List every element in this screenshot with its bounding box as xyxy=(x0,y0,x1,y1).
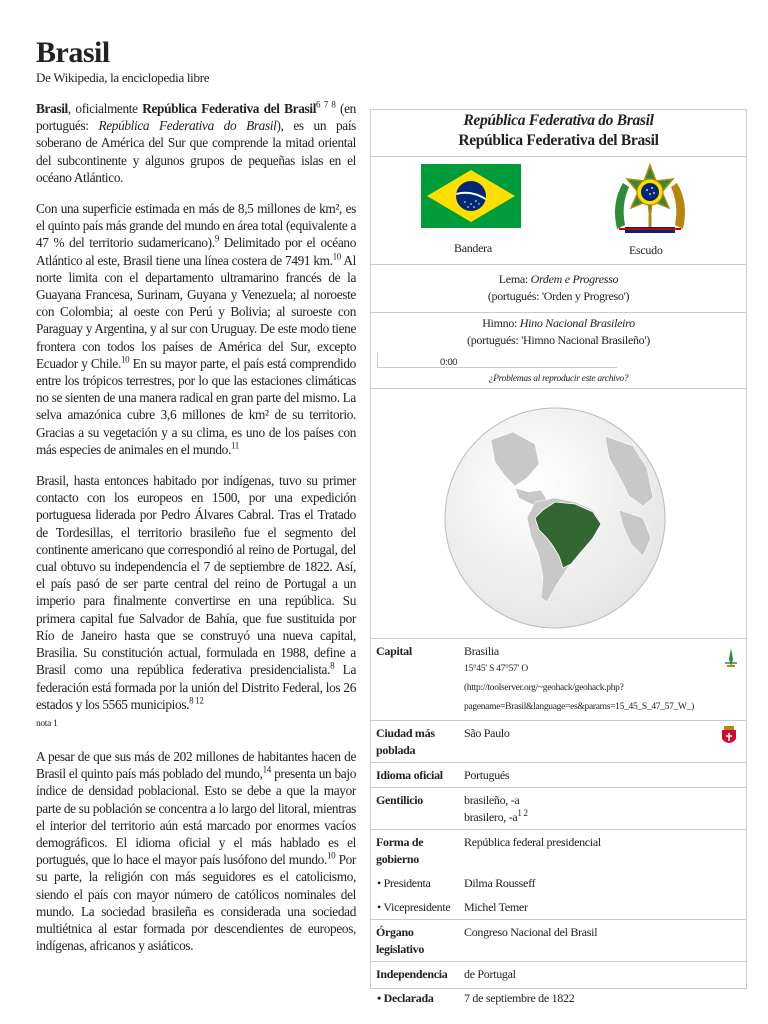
player-time: 0:00 xyxy=(440,357,458,368)
paragraph-geography: Con una superficie estimada en más de 8,5 millones de km², es el quinto país más grande del mundo en área total (equivalente a 47 % del territorio sudamericano).$^9$ Delimitado por el océano Atlántico al este, Brasil tiene una línea costera de 7491 km.$^{10}$ Al norte limita con el departamento ultramarino francés de la Guayana Francesa, Surinam, Guyana y Venezuela; al noroeste con Colombia; al oeste con Perú y Bolivia; al suroeste con Paraguay y Argentina, y al sur con Uruguay. De este modo tiene frontera con todos los países de América del Sur, excepto Ecuador y Chile.$^{10}$ En su mayor parte, el país está comprendido entre los trópicos terrestres, por lo que las estaciones climáticas no se sienten de una manera radical en gran parte del mismo. La selva amazónica cubre 3,6 millones de km² de su territorio. Gracias a su vegetación y a su clima, es uno de los países con más especies de animales en el mundo.$^{11}$ xyxy=(36,201,356,457)
row-largest-city: Ciudad más poblada São Paulo xyxy=(371,721,746,763)
ref-link[interactable]: 8 xyxy=(330,660,335,671)
president-link[interactable]: Dilma Rousseff xyxy=(464,876,536,890)
coat-caption[interactable]: Escudo xyxy=(629,243,663,257)
row-declared: • Declarada 7 de septiembre de 1822 xyxy=(371,986,746,1010)
ref-link[interactable]: 1 2 xyxy=(517,808,528,818)
sao-paulo-coat-icon xyxy=(720,725,738,747)
coordinates-url-2[interactable]: pagename=Brasil&language=es&params=15_45_S_47_57_W_) xyxy=(464,702,694,712)
ref-link[interactable]: 10 xyxy=(120,354,130,365)
coordinates-url-1[interactable]: (http://toolserver.org/~geohack/geohack.php? xyxy=(464,683,624,693)
flag-graphic xyxy=(421,164,521,228)
row-government: Forma de gobierno República federal presidencial xyxy=(371,830,746,872)
motto-translation: (portugués: 'Orden y Progreso') xyxy=(487,289,630,303)
brasilia-emblem-icon xyxy=(724,647,738,669)
infobox-anthem: Himno: Hino Nacional Brasileiro (portugués: 'Himno Nacional Brasileño') 0:00 ¿Problemas al reproducir este archivo? xyxy=(371,313,746,389)
page-subtitle: De Wikipedia, la enciclopedia libre xyxy=(36,70,210,85)
city-link[interactable]: São Paulo xyxy=(464,726,510,740)
row-capital: Capital Brasilia 15°45′ S 47°57′ O (http://toolserver.org/~geohack/geohack.php? pagename=Brasil&language=es&params=15_45_S_47_57_W_) xyxy=(371,639,746,721)
globe-map xyxy=(443,406,667,630)
ref-link[interactable]: 10 xyxy=(326,850,336,861)
flag-caption[interactable]: Bandera xyxy=(454,241,492,255)
brazil-flag[interactable] xyxy=(421,164,521,228)
ref-link[interactable]: 10 xyxy=(332,251,341,262)
vice-president-link[interactable]: Michel Temer xyxy=(459,895,746,920)
row-president: • Presidenta Dilma Rousseff xyxy=(371,871,746,895)
paragraph-intro: Brasil, oficialmente República Federativa del Brasil$^{6 7 8}$ (en portugués: República Federativa do Brasil), es un país soberano de América del Sur que comprende la mitad oriental del subcontinente y algunos grupos de pequeñas islas en el océano Atlántico. xyxy=(36,99,356,185)
legislature-link[interactable]: Congreso Nacional del Brasil xyxy=(459,920,746,962)
motto-text[interactable]: Ordem e Progresso xyxy=(530,272,619,286)
row-language: Idioma oficial Portugués xyxy=(371,763,746,788)
government-value[interactable]: República federal presidencial xyxy=(464,835,601,849)
capital-link[interactable]: Brasilia xyxy=(464,644,499,658)
independence-value: de Portugal xyxy=(464,967,516,981)
row-legislature: Órgano legislativo Congreso Nacional del Brasil xyxy=(371,920,746,962)
coat-of-arms[interactable] xyxy=(609,163,691,243)
ref-link[interactable]: 11 xyxy=(230,440,239,451)
article-body xyxy=(36,100,356,968)
declared-date[interactable]: 7 de septiembre de 1822 xyxy=(464,991,575,1005)
country-infobox xyxy=(370,109,747,1005)
portuguese-name: República Federativa do Brasil xyxy=(98,118,277,134)
row-independence: Independencia de Portugal xyxy=(371,962,746,987)
coordinates[interactable]: 15°45′ S 47°57′ O xyxy=(464,664,528,674)
infobox-name-es: República Federativa del Brasil xyxy=(458,132,659,149)
ref-link[interactable]: 8 12 xyxy=(189,695,204,706)
article-term: Brasil xyxy=(36,101,68,116)
infobox-name-local: República Federativa do Brasil xyxy=(463,112,654,129)
row-vice-president: • Vicepresidente Michel Temer xyxy=(371,895,746,920)
ref-link[interactable]: 6 7 8 xyxy=(316,99,336,110)
location-map[interactable] xyxy=(371,389,746,639)
page-title: Brasil xyxy=(36,36,110,69)
language-value[interactable]: Portugués xyxy=(459,763,746,788)
paragraph-population: A pesar de que sus más de 202 millones de habitantes hacen de Brasil el quinto país más poblado del mundo,$^{14}$ presenta un bajo índice de densidad poblacional. Esto se debe a que la mayor parte de su población se concentra a lo largo del litoral, mientras el interior del territorio aún está marcado por enormes vacíos demográficos. El idioma oficial y el más hablado es el portugués, que lo hace el mayor país lusófono del mundo.$^{10}$ Por su parte, la religión con más seguidores es el catolicismo, siendo el país con mayor número de católicos nominales del mundo. La sociedad brasileña es considerada una sociedad multiétnica al estar formada por descendientes de europeos, indígenas, africanos y asiáticos. xyxy=(36,748,356,954)
ref-link[interactable]: 9 xyxy=(214,234,219,244)
infobox-motto: Lema: Ordem e Progresso (portugués: 'Orden y Progreso') xyxy=(371,265,746,313)
infobox-header xyxy=(371,110,746,157)
ref-link[interactable]: 14 xyxy=(262,764,271,775)
audio-player[interactable] xyxy=(377,352,617,368)
anthem-link[interactable]: Hino Nacional Brasileiro xyxy=(519,316,635,330)
infobox-symbols xyxy=(371,157,746,265)
anthem-translation: (portugués: 'Himno Nacional Brasileño') xyxy=(467,333,650,347)
audio-help-link[interactable]: ¿Problemas al reproducir este archivo? xyxy=(488,374,629,384)
note-link[interactable]: nota 1 xyxy=(36,718,58,729)
row-demonym: Gentilicio brasileño, -a brasilero, $-a^{1 2}$ xyxy=(371,788,746,830)
official-name: República Federativa del Brasil xyxy=(142,101,317,116)
infobox-table xyxy=(371,639,746,1010)
paragraph-history: Brasil, hasta entonces habitado por indígenas, tuvo su primer contacto con los europeos en 1500, por una expedición portuguesa liderada por Pedro Álvares Cabral. Tras el Tratado de Tordesillas, el territorio brasileño fue el segmento del continente americano que correspondió al reino de Portugal, del cual obtuvo su independencia el 7 de septiembre de 1822. Así, el país pasó de ser parte central del reino de Portugal a un imperio para finalmente convertirse en una república. Su primera capital fue Salvador de Bahía, que fue sustituida por Río de Janeiro hasta que se construyó una nueva capital, Brasilia. Su constitución actual, formulada en 1988, define a Brasil como una república federativa presidencialista.$^8$ La federación está formada por la unión del Distrito Federal, los 26 estados y los 5565 municipios.$^{8 12}$ nota 1 xyxy=(36,473,356,729)
